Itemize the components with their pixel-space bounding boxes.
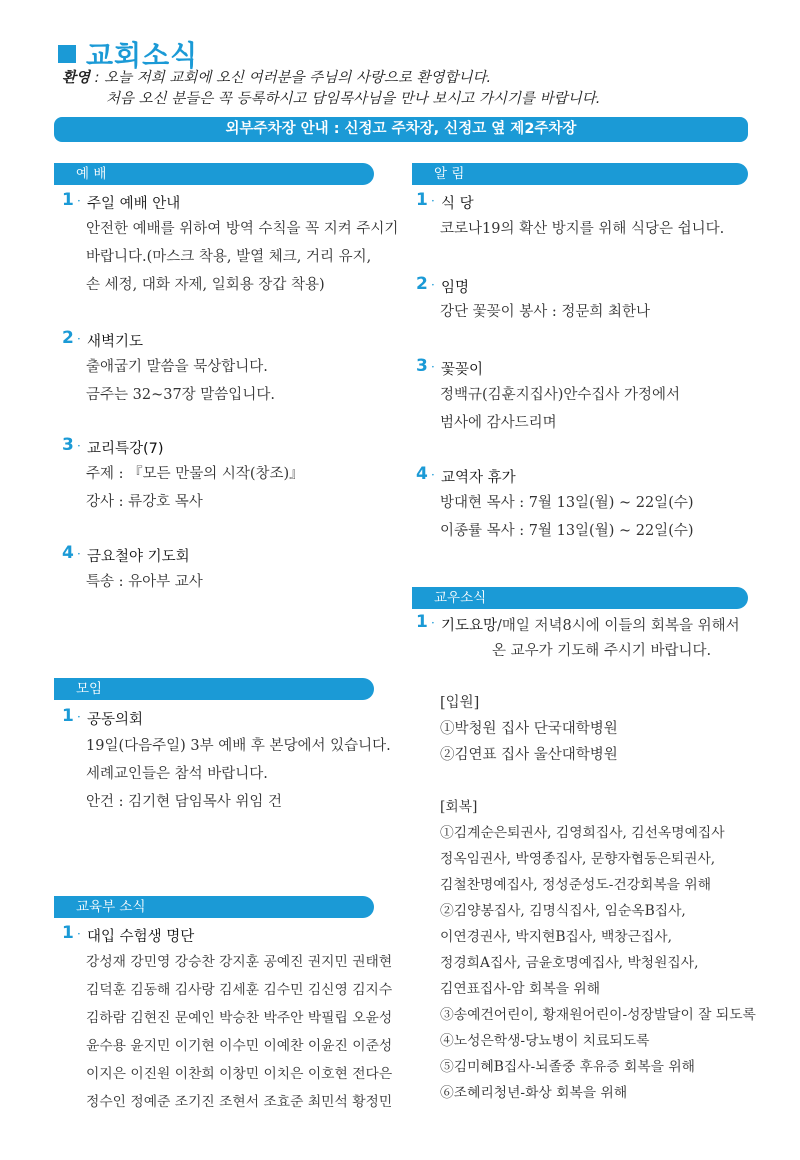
section-header-members: 교우소식 <box>412 587 748 609</box>
item-number: 4 <box>416 464 428 484</box>
welcome-line-1: : 오늘 저희 교회에 오신 여러분을 주님의 사랑으로 환영합니다. <box>90 70 492 86</box>
recovery-entry: ⑤김미혜B집사-뇌졸중 후유증 회복을 위해 <box>440 1059 695 1075</box>
prayer-request-line-1: /매일 저녁8시에 이들의 회복을 위해서 <box>497 618 740 634</box>
body-line: 세례교인들은 참석 바랍니다. <box>86 766 268 782</box>
item-number: 1 <box>62 706 74 726</box>
welcome-label: 환영 <box>62 70 91 86</box>
recovery-list <box>440 794 756 1106</box>
body-line: 정백규(김훈지집사)안수집사 가정에서 <box>440 387 681 403</box>
admitted-entry: ①박청원 집사 단국대학병원 <box>440 721 618 737</box>
item-number: 2 <box>416 274 428 294</box>
page-title-text: 교회소식 <box>86 39 199 72</box>
body-line: 주제 : 『모든 만물의 시작(창조)』 <box>86 466 304 482</box>
item-title: 식 당 <box>441 196 474 212</box>
section-header-notice: 알 림 <box>412 163 748 185</box>
notice-item-1-body <box>440 215 724 243</box>
item-title: 교역자 휴가 <box>441 470 516 486</box>
body-line: 금주는 32~37장 말씀입니다. <box>86 387 275 403</box>
body-line: 안전한 예배를 위하여 방역 수칙을 꼭 지켜 주시기 <box>86 221 399 237</box>
item-title: 금요철야 기도회 <box>87 549 190 565</box>
applicant-row: 강성재 강민영 강승찬 강지훈 공예진 권지민 권태현 <box>86 954 393 970</box>
body-line: 범사에 감사드리며 <box>440 415 557 431</box>
prayer-request-label: 기도요망 <box>441 618 498 634</box>
item-title <box>441 614 740 635</box>
body-line: 특송 : 유아부 교사 <box>86 574 203 590</box>
notice-item-4-body <box>440 489 694 545</box>
applicant-row: 이지은 이진원 이찬희 이창민 이치은 이호현 전다은 <box>86 1066 393 1082</box>
admitted-entry: ②김연표 집사 울산대학병원 <box>440 747 618 763</box>
section-header-meeting: 모임 <box>54 678 374 700</box>
body-line: 출애굽기 말씀을 묵상합니다. <box>86 359 268 375</box>
notice-item-2-body <box>440 298 650 326</box>
recovery-heading: [회복] <box>440 799 478 815</box>
body-line: 방대현 목사 : 7월 13일(월) ~ 22일(수) <box>440 495 694 511</box>
body-line: 강사 : 류강호 목사 <box>86 494 203 510</box>
recovery-entry: ⑥조혜리청년-화상 회복을 위해 <box>440 1085 628 1101</box>
item-number: 2 <box>62 328 74 348</box>
item-number: 3 <box>62 435 74 455</box>
applicant-list <box>86 948 392 1116</box>
square-bullet-icon <box>58 45 76 63</box>
applicant-row: 정수인 정예준 조기진 조현서 조효준 최민석 황정민 <box>86 1094 393 1110</box>
worship-item-4-body <box>86 568 203 596</box>
recovery-entry: ④노성은학생-당뇨병이 치료되도록 <box>440 1033 650 1049</box>
prayer-request-line-2: 온 교우가 기도해 주시기 바랍니다. <box>492 643 712 659</box>
body-line: 19일(다음주일) 3부 예배 후 본당에서 있습니다. <box>86 738 391 754</box>
body-line: 손 세정, 대화 자제, 일회용 장갑 착용) <box>86 277 325 293</box>
worship-item-1-body <box>86 215 398 299</box>
recovery-entry: 김연표집사-암 회복을 위해 <box>440 981 601 997</box>
item-number: 1 <box>416 612 428 632</box>
applicant-row: 김하람 김현진 문예인 박승찬 박주안 박필립 오윤성 <box>86 1010 393 1026</box>
item-number: 1 <box>62 190 74 210</box>
worship-item-2-body <box>86 353 275 409</box>
item-title: 대입 수험생 명단 <box>87 929 195 945</box>
parking-banner: 외부주차장 안내 : 신정고 주차장, 신정고 옆 제2주차장 <box>54 117 748 142</box>
recovery-entry: ①김계순은퇴권사, 김영희집사, 김선옥명예집사 <box>440 825 725 841</box>
recovery-entry: 김철찬명예집사, 정성준성도-건강회복을 위해 <box>440 877 712 893</box>
item-number: 3 <box>416 356 428 376</box>
item-number: 1 <box>416 190 428 210</box>
admitted-heading: [입원] <box>440 695 480 711</box>
item-number: 1 <box>62 923 74 943</box>
applicant-row: 윤수용 윤지민 이기현 이수민 이예찬 이윤진 이준성 <box>86 1038 393 1054</box>
item-title: 새벽기도 <box>87 334 144 350</box>
worship-item-3-body <box>86 460 304 516</box>
item-title: 꽃꽂이 <box>441 362 484 378</box>
recovery-entry: 이연경권사, 박지현B집사, 백창근집사, <box>440 929 672 945</box>
item-title: 임명 <box>441 280 470 296</box>
item-title: 주일 예배 안내 <box>87 196 181 212</box>
item-number: 4 <box>62 543 74 563</box>
recovery-entry: ②김양봉집사, 김명식집사, 임순옥B집사, <box>440 903 686 919</box>
item-title: 공동의회 <box>87 712 144 728</box>
notice-item-3-body <box>440 381 680 437</box>
meeting-item-1-body <box>86 732 391 816</box>
body-line: 바랍니다.(마스크 착용, 발열 체크, 거리 유지, <box>86 249 372 265</box>
recovery-entry: 정경희A집사, 금윤호명예집사, 박청원집사, <box>440 955 699 971</box>
section-header-education: 교육부 소식 <box>54 896 374 918</box>
recovery-entry: ③송예건어린이, 황재원어린이-성장발달이 잘 되도록 <box>440 1007 756 1023</box>
welcome-message <box>62 68 600 110</box>
body-line: 강단 꽃꽂이 봉사 : 정문희 최한나 <box>440 304 651 320</box>
welcome-line-2: 처음 오신 분들은 꼭 등록하시고 담임목사님을 만나 보시고 가시기를 바랍니다. <box>106 91 601 107</box>
recovery-entry: 정옥임권사, 박영종집사, 문향자협동은퇴권사, <box>440 851 716 867</box>
body-line: 코로나19의 확산 방지를 위해 식당은 쉽니다. <box>440 221 725 237</box>
applicant-row: 김덕훈 김동해 김사랑 김세훈 김수민 김신영 김지수 <box>86 982 393 998</box>
body-line: 안건 : 김기현 담임목사 위임 건 <box>86 794 283 810</box>
item-title: 교리특강(7) <box>87 441 164 457</box>
section-header-worship: 예 배 <box>54 163 374 185</box>
body-line: 이종률 목사 : 7월 13일(월) ~ 22일(수) <box>440 523 694 539</box>
admitted-list <box>440 690 618 768</box>
